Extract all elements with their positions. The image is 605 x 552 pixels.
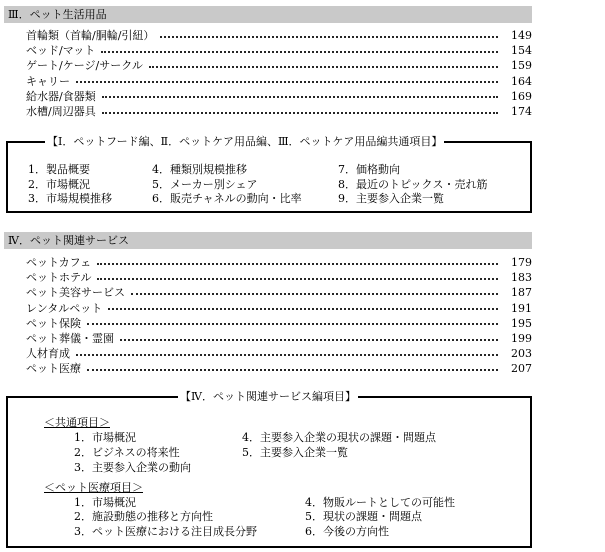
toc-page: 207 <box>511 362 532 376</box>
leader-dots <box>101 51 498 53</box>
common-item: 9．主要参入企業一覧 <box>338 192 444 205</box>
toc-row[interactable] <box>26 43 532 58</box>
medical-item: 6．今後の方向性 <box>305 525 389 538</box>
toc-page: 179 <box>511 256 532 269</box>
toc-row[interactable] <box>26 316 532 331</box>
medical-item: 3．ペット医療における注目成長分野 <box>74 525 257 538</box>
leader-dots <box>131 293 498 295</box>
toc-title: 首輪類（首輪/胴輪/引紐） <box>26 29 155 42</box>
common-item: 1．製品概要 <box>28 163 90 176</box>
toc-row[interactable] <box>26 89 532 104</box>
toc-page: 174 <box>511 104 532 118</box>
toc-title: ペット医療 <box>26 362 81 376</box>
service-items-box <box>6 390 532 548</box>
common-item: 3．市場規模推移 <box>28 192 112 205</box>
service-common-item: 3．主要参入企業の動向 <box>74 461 191 474</box>
common-item: 6．販売チャネルの動向・比率 <box>152 192 302 205</box>
toc-page: 195 <box>511 316 532 330</box>
common-item: 5．メーカー別シェア <box>152 178 258 191</box>
common-items-box <box>6 135 532 213</box>
leader-dots <box>76 81 498 83</box>
leader-dots <box>97 263 498 265</box>
toc-row[interactable] <box>26 346 532 361</box>
toc-title: 人材育成 <box>26 347 70 361</box>
leader-dots <box>97 278 498 280</box>
service-common-item: 4．主要参入企業の現状の課題・問題点 <box>242 431 436 444</box>
toc-page: 183 <box>511 271 532 285</box>
toc-page: 187 <box>511 286 532 300</box>
toc-title: ペット葬儀・霊園 <box>26 331 114 345</box>
leader-dots <box>108 308 498 310</box>
medical-item: 2．施設動態の推移と方向性 <box>74 510 213 523</box>
toc-row[interactable] <box>26 331 532 346</box>
service-common-item: 5．主要参入企業一覧 <box>242 446 348 459</box>
common-items-heading: 【Ⅰ．ペットフード編、Ⅱ．ペットケア用品編、Ⅲ．ペットケア用品編共通項目】 <box>47 135 443 148</box>
toc-title: ゲート/ケージ/サークル <box>26 59 143 73</box>
toc-row[interactable] <box>26 58 532 73</box>
toc-pet-services <box>26 255 532 377</box>
medical-subheading: ＜ペット医療項目＞ <box>44 481 143 494</box>
toc-title: レンタルペット <box>26 301 103 315</box>
service-common-item: 2．ビジネスの将来性 <box>74 446 180 459</box>
toc-row[interactable] <box>26 270 532 285</box>
leader-dots <box>87 369 498 371</box>
toc-row[interactable] <box>26 28 532 43</box>
common-item: 7．価格動向 <box>338 163 400 176</box>
medical-item: 5．現状の課題・問題点 <box>305 510 422 523</box>
toc-pet-goods <box>26 28 532 119</box>
toc-page: 154 <box>511 44 532 58</box>
common-item: 2．市場概況 <box>28 178 90 191</box>
toc-row[interactable] <box>26 74 532 89</box>
medical-item: 4．物販ルートとしての可能性 <box>305 496 455 509</box>
toc-page: 164 <box>511 74 532 88</box>
toc-page: 169 <box>511 89 532 103</box>
toc-title: ペット保険 <box>26 316 81 330</box>
medical-item: 1．市場概況 <box>74 496 136 509</box>
leader-dots <box>149 66 498 68</box>
toc-title: ペットカフェ <box>26 256 92 269</box>
common-subheading: ＜共通項目＞ <box>44 416 110 429</box>
toc-row[interactable] <box>26 104 532 119</box>
toc-row[interactable] <box>26 285 532 300</box>
common-item: 8．最近のトピックス・売れ筋 <box>338 178 488 191</box>
toc-title: ペット美容サービス <box>26 286 125 300</box>
section-header-pet-goods: Ⅲ．ペット生活用品 <box>4 6 532 23</box>
toc-title: 水槽/周辺器具 <box>26 104 96 118</box>
service-items-heading: 【Ⅳ．ペット関連サービス編項目】 <box>180 390 356 403</box>
leader-dots <box>120 339 498 341</box>
leader-dots <box>102 112 498 114</box>
leader-dots <box>160 36 498 38</box>
leader-dots <box>87 323 498 325</box>
toc-title: ベッド/マット <box>26 44 96 58</box>
toc-page: 199 <box>511 331 532 345</box>
toc-title: キャリー <box>26 74 70 88</box>
service-common-item: 1．市場概況 <box>74 431 136 444</box>
toc-page: 149 <box>511 29 532 42</box>
toc-row[interactable] <box>26 255 532 270</box>
toc-title: ペットホテル <box>26 271 92 285</box>
leader-dots <box>76 354 498 356</box>
toc-page: 191 <box>511 301 532 315</box>
toc-row[interactable] <box>26 301 532 316</box>
toc-page: 159 <box>511 59 532 73</box>
leader-dots <box>102 96 498 98</box>
section-header-pet-services: Ⅳ．ペット関連サービス <box>4 232 532 249</box>
common-item: 4．種類別規模推移 <box>152 163 247 176</box>
toc-title: 給水器/食器類 <box>26 89 96 103</box>
toc-row[interactable] <box>26 361 532 376</box>
toc-page: 203 <box>511 347 532 361</box>
